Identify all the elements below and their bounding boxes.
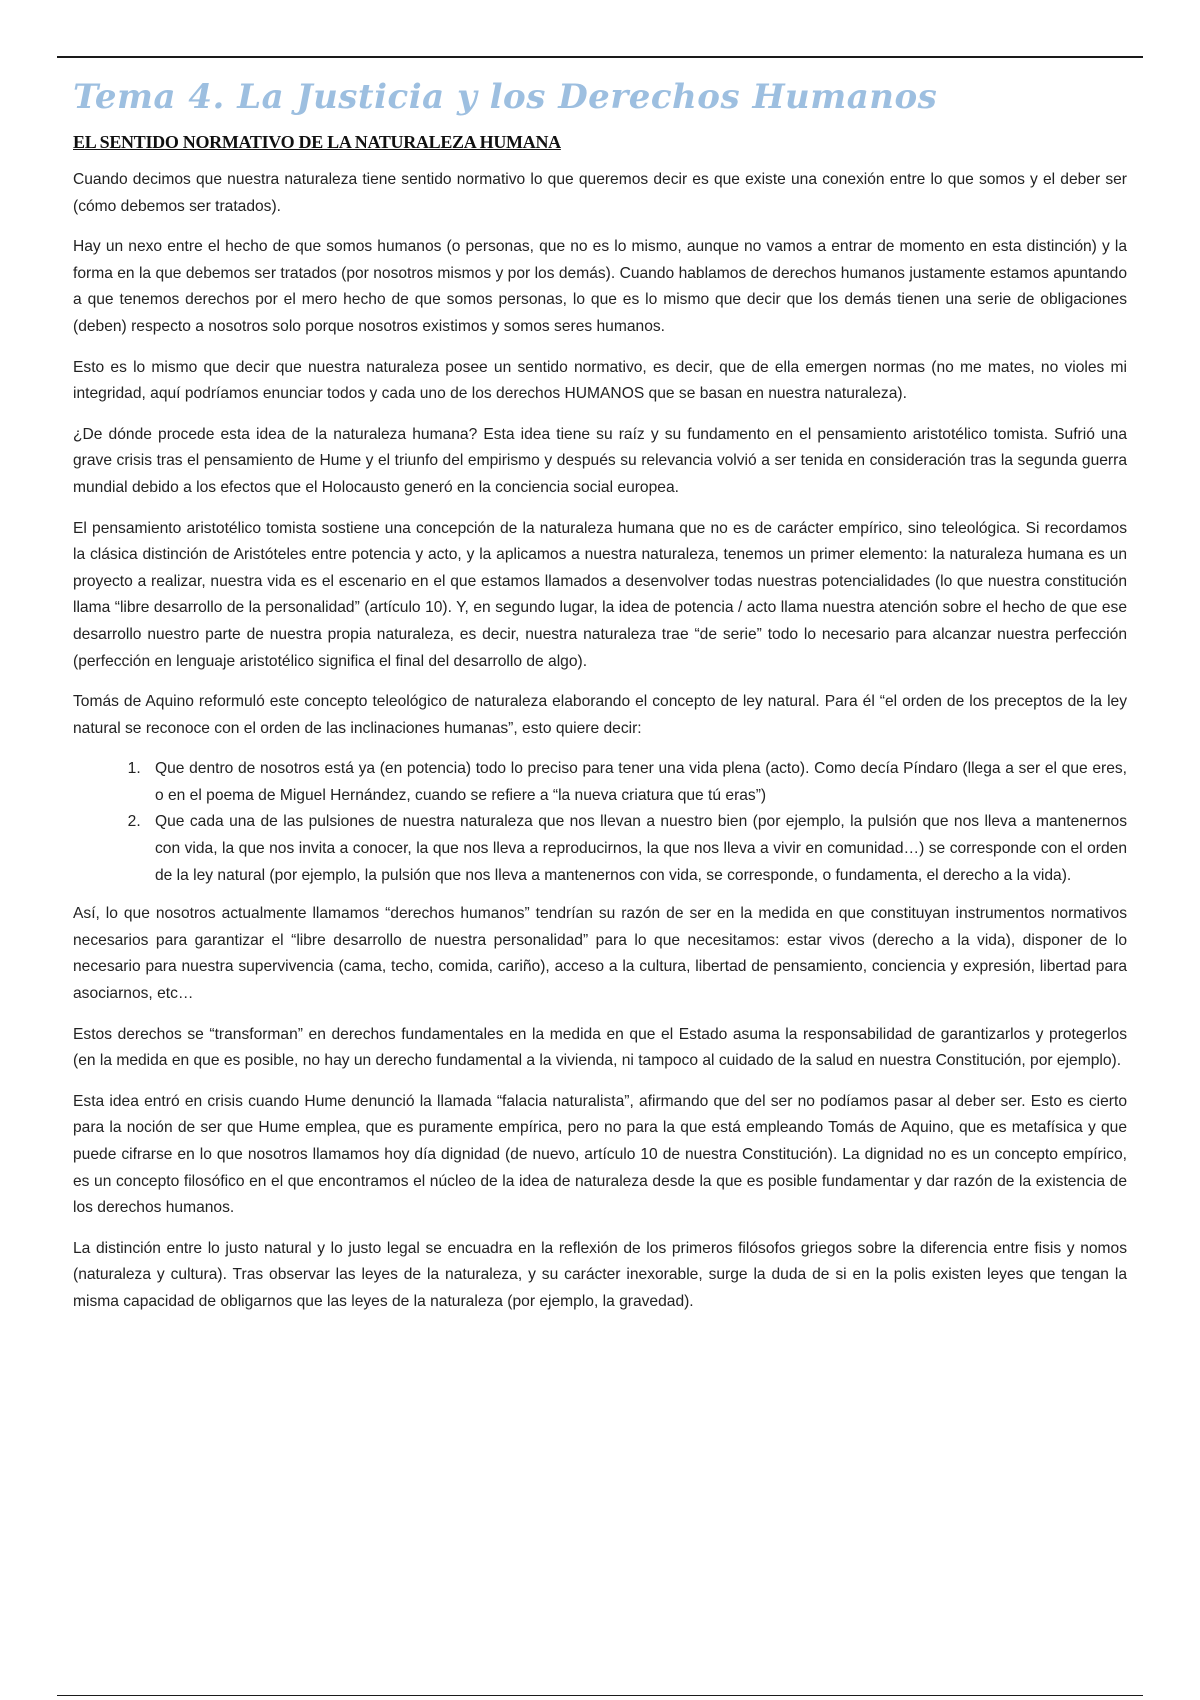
document-page bbox=[73, 74, 1127, 1330]
paragraph: El pensamiento aristotélico tomista sostiene una concepción de la naturaleza humana que no es de carácter empírico, sino teleológica. Si recordamos la clásica distinción de Aristóteles entre potencia y acto, y la aplicamos a nuestra naturaleza, tenemos un primer elemento: la naturaleza humana es un proyecto a realizar, nuestra vida es el escenario en el que estamos llamados a desenvolver todas nuestras potencialidades (lo que nuestra constitución llama “libre desarrollo de la personalidad” (artículo 10). Y, en segundo lugar, la idea de potencia / acto llama nuestra atención sobre el hecho de que ese desarrollo nuestro parte de nuestra propia naturaleza, es decir, nuestra naturaleza trae “de serie” todo lo necesario para alcanzar nuestra perfección (perfección en lenguaje aristotélico significa el final del desarrollo de algo). bbox=[73, 519, 1127, 670]
paragraph: Cuando decimos que nuestra naturaleza tiene sentido normativo lo que queremos decir es que existe una conexión entre lo que somos y el deber ser (cómo debemos ser tratados). bbox=[73, 171, 1127, 215]
paragraph: Esta idea entró en crisis cuando Hume denunció la llamada “falacia naturalista”, afirmando que del ser no podíamos pasar al deber ser. Esto es cierto para la noción de ser que Hume emplea, que es puramente empírica, pero no para la que está empleando Tomás de Aquino, que es metafísica y que puede cifrarse en lo que nosotros llamamos hoy día dignidad (de nuevo, artículo 10 de nuestra Constitución). La dignidad no es un concepto empírico, es un concepto filosófico en el que encontramos el núcleo de la idea de naturaleza desde la que es posible fundamentar y dar razón de la existencia de los derechos humanos. bbox=[73, 1092, 1127, 1217]
list-item: 2. Que cada una de las pulsiones de nuestra naturaleza que nos llevan a nuestro bien (por ejemplo, la pulsión que nos lleva a mantenernos con vida, la que nos invita a conocer, la que nos lleva a reproducirnos, la que nos lleva a vivir en comunidad…) se corresponde con el orden de la ley natural (por ejemplo, la pulsión que nos lleva a mantenernos con vida, se corresponde, o fundamenta, el derecho a la vida). bbox=[145, 809, 1127, 889]
numbered-list bbox=[73, 756, 1127, 889]
list-item: 1. Que dentro de nosotros está ya (en potencia) todo lo preciso para tener una vida plena (acto). Como decía Píndaro (llega a ser el que eres, o en el poema de Miguel Hernández, cuando se refiere a “la nueva criatura que tú eras”) bbox=[145, 756, 1127, 809]
paragraph: La distinción entre lo justo natural y lo justo legal se encuadra en la reflexión de los primeros filósofos griegos sobre la diferencia entre fisis y nomos (naturaleza y cultura). Tras observar las leyes de la naturaleza, y su carácter inexorable, surge la duda de si en la polis existen leyes que tengan la misma capacidad de obligarnos que las leyes de la naturaleza (por ejemplo, la gravedad). bbox=[73, 1239, 1127, 1310]
paragraph: Estos derechos se “transforman” en derechos fundamentales en la medida en que el Estado asuma la responsabilidad de garantizarlos y protegerlos (en la medida en que es posible, no hay un derecho fundamental a la vivienda, ni tampoco al cuidado de la salud en nuestra Constitución, por ejemplo). bbox=[73, 1025, 1127, 1070]
paragraph: Hay un nexo entre el hecho de que somos humanos (o personas, que no es lo mismo, aunque no vamos a entrar de momento en esta distinción) y la forma en la que debemos ser tratados (por nosotros mismos y por los demás). Cuando hablamos de derechos humanos justamente estamos apuntando a que tenemos derechos por el mero hecho de que somos personas, lo que es lo mismo que decir que los demás tienen una serie de obligaciones (deben) respecto a nosotros solo porque nosotros existimos y somos seres humanos. bbox=[73, 238, 1127, 335]
paragraph: Tomás de Aquino reformuló este concepto teleológico de naturaleza elaborando el concepto de ley natural. Para él “el orden de los preceptos de la ley natural se reconoce con el orden de las inclinaciones humanas”, esto quiere decir: bbox=[73, 693, 1127, 737]
document-title: Tema 4. La Justicia y los Derechos Humanos bbox=[73, 77, 938, 117]
paragraph: ¿De dónde procede esta idea de la naturaleza humana? Esta idea tiene su raíz y su fundamento en el pensamiento aristotélico tomista. Sufrió una grave crisis tras el pensamiento de Hume y el triunfo del empirismo y después su relevancia volvió a ser tenida en consideración tras la segunda guerra mundial debido a los efectos que el Holocausto generó en la conciencia social europea. bbox=[73, 425, 1127, 496]
paragraph: Así, lo que nosotros actualmente llamamos “derechos humanos” tendrían su razón de ser en la medida en que constituyan instrumentos normativos necesarios para garantizar el “libre desarrollo de nuestra personalidad” para lo que necesitamos: estar vivos (derecho a la vida), disponer de lo necesario para nuestra supervivencia (cama, techo, comida, cariño), acceso a la cultura, libertad de pensamiento, conciencia y expresión, libertad para asociarnos, etc… bbox=[73, 905, 1127, 1003]
paragraph: Esto es lo mismo que decir que nuestra naturaleza posee un sentido normativo, es decir, que de ella emergen normas (no me mates, no violes mi integridad, aquí podríamos enunciar todos y cada uno de los derechos HUMANOS que se basan en nuestra naturaleza). bbox=[73, 358, 1127, 403]
top-rule bbox=[57, 56, 1143, 58]
bottom-rule bbox=[57, 1695, 1143, 1696]
section-heading: EL SENTIDO NORMATIVO DE LA NATURALEZA HUMANA bbox=[73, 132, 561, 152]
